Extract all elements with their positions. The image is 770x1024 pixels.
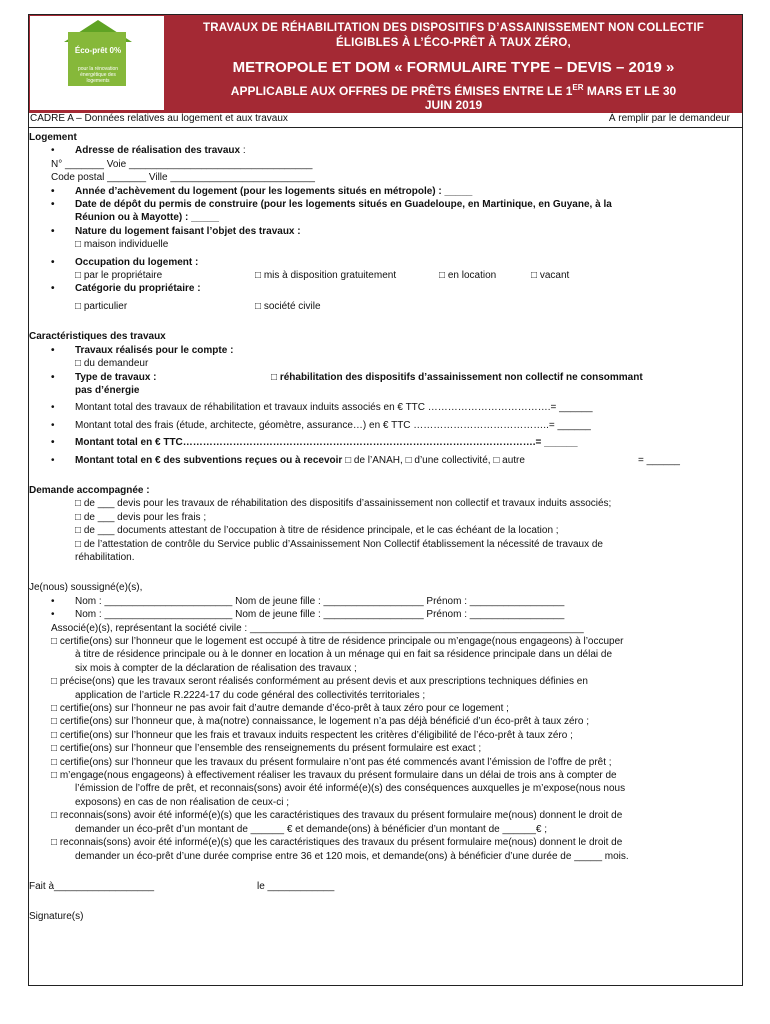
header-title-main: METROPOLE ET DOM « FORMULAIRE TYPE – DEVIS – 2019 » (232, 59, 675, 76)
reconnais-duree-checkbox[interactable]: □ reconnais(sons) avoir été informé(e)(s) que les caractéristiques des travaux du présent formulaire me(nous) donnent le droit de (51, 837, 623, 849)
eco-pret-logo (29, 15, 165, 111)
montant-ttc-label: Montant total en € TTC…………………………………………………………………………………………….= ______ (75, 437, 578, 449)
certif-autre-demande-checkbox[interactable]: □ certifie(ons) sur l’honneur ne pas avoir fait d’autre demande d’éco-prêt à taux zéro pour ce logement ; (51, 703, 509, 715)
demande-attestation-checkbox[interactable]: □ de l’attestation de contrôle du Service public d’Assainissement Non Collectif établissement la nécessité de travaux de (75, 538, 603, 550)
form-content (29, 131, 742, 924)
bullet-icon: • (51, 145, 55, 157)
travaux-title: Caractéristiques des travaux (29, 331, 166, 343)
occ-vacant-checkbox[interactable]: □ vacant (531, 270, 570, 282)
certif-residence-checkbox[interactable]: □ certifie(ons) sur l’honneur que le logement est occupé à titre de résidence principale ou m’engage(nous engageons) à l’occuper (51, 636, 624, 647)
pour-compte-checkbox[interactable]: □ du demandeur (75, 358, 149, 370)
annee-field[interactable] (29, 185, 742, 198)
nature-maison-checkbox[interactable]: □ maison individuelle (75, 239, 169, 251)
bullet-icon: • (51, 419, 55, 431)
cp-ville-field[interactable]: Code postal _______ Ville __________________________ (51, 172, 315, 184)
occ-gratuit-checkbox[interactable]: □ mis à disposition gratuitement (255, 270, 397, 282)
reconnais-montant-cont[interactable]: demander un éco-prêt d’un montant de ______ € et demande(ons) à bénéficier d’un montant de ______€ ; (75, 823, 547, 835)
nom-label-2: Nom : _______________________ Nom de jeune fille : __________________ Prénom : _________________ (75, 609, 565, 621)
num-voie-field[interactable]: N° _______ Voie _________________________________ (51, 158, 313, 170)
header-line3a: APPLICABLE AUX OFFRES DE PRÊTS ÉMISES ENTRE LE 1 (230, 84, 573, 98)
signature-label: Signature(s) (29, 911, 84, 923)
certif-residence-cont1: à titre de résidence principale ou à le donner en location à un ménage qui en fait sa résidence principale dans un délai de (75, 649, 613, 661)
bullet-icon: • (51, 595, 55, 607)
reconnais-montant-checkbox[interactable]: □ reconnais(sons) avoir été informé(e)(s) que les caractéristiques des travaux du présent formulaire me(nous) donnent le droit de (51, 810, 623, 822)
date-field[interactable]: le ____________ (257, 880, 335, 892)
occ-proprietaire-checkbox[interactable]: □ par le propriétaire (75, 270, 163, 282)
cadre-a-bar (29, 113, 742, 128)
header-title-line1 (165, 21, 742, 51)
bullet-icon: • (51, 344, 55, 356)
bullet-icon: • (51, 185, 55, 197)
bullet-icon: • (51, 283, 55, 295)
header-line3c: JUIN 2019 (424, 98, 483, 112)
permis-field-cont[interactable]: Réunion ou à Mayotte) : _____ (75, 212, 219, 224)
occupation-row (29, 256, 742, 269)
bullet-icon: • (51, 199, 55, 211)
nature-row (29, 225, 742, 238)
soussigne-intro: Je(nous) soussigné(e)(s), (29, 582, 143, 594)
categorie-options (29, 300, 742, 313)
header-line1b: ÉLIGIBLES À L’ÉCO-PRÊT À TAUX ZÉRO, (336, 37, 571, 49)
certif-deja-beneficie-checkbox[interactable]: □ certifie(ons) sur l’honneur que, à ma(notre) connaissance, le logement n’a pas déjà bénéficié d’un éco-prêt à taux zéro ; (51, 716, 590, 728)
header-line3b: MARS ET LE 30 (583, 84, 677, 98)
categorie-row (29, 282, 742, 295)
header-line3sup: ER (572, 83, 584, 92)
occupation-label: Occupation du logement : (75, 256, 199, 268)
signature-place-date (29, 880, 742, 893)
certif-non-commences-checkbox[interactable]: □ certifie(ons) sur l’honneur que les travaux du présent formulaire n’ont pas été commencés avant l’émission de l’offre de prêt ; (51, 756, 612, 768)
type-travaux-cont: pas d’énergie (75, 384, 140, 396)
logement-title: Logement (29, 132, 77, 143)
cat-particulier-checkbox[interactable]: □ particulier (75, 300, 128, 312)
engage-realiser-cont2: exposons) en cas de non réalisation de ceux-ci ; (75, 796, 290, 808)
bullet-icon: • (51, 402, 55, 414)
permis-label-1: Date de dépôt du permis de construire (pour les logements situés en Guadeloupe, en Martinique, en Guyane, à la (75, 199, 612, 211)
form-header (29, 15, 742, 113)
adresse-colon: : (240, 145, 246, 157)
occ-location-checkbox[interactable]: □ en location (439, 270, 497, 282)
certif-exact-checkbox[interactable]: □ certifie(ons) sur l’honneur que l’ensemble des renseignements du présent formulaire est exact ; (51, 743, 482, 755)
demande-documents-checkbox[interactable]: □ de ___ documents attestant de l’occupation à titre de résidence principale, et le cas échéant de la location ; (75, 525, 559, 537)
form-sheet (28, 14, 743, 986)
bullet-icon: • (51, 454, 55, 466)
engage-realiser-checkbox[interactable]: □ m’engage(nous engageons) à effectivement réaliser les travaux du présent formulaire dans un délai de trois ans à compter de (51, 770, 617, 782)
certif-residence-cont2: six mois à compter de la déclaration de réalisation des travaux ; (75, 662, 357, 674)
adresse-label: Adresse de réalisation des travaux (75, 145, 241, 157)
certif-criteres-checkbox[interactable]: □ certifie(ons) sur l’honneur que les frais et travaux induits respectent les critères d’éligibilité de l’éco-prêt à taux zéro ; (51, 729, 573, 741)
montant-travaux-label: Montant total des travaux de réhabilitation et travaux induits associés en € TTC ……………………………….= ______ (75, 402, 593, 414)
bullet-icon: • (51, 437, 55, 449)
subventions-label: Montant total en € des subventions reçues ou à recevoir (75, 454, 343, 466)
type-travaux-checkbox[interactable]: □ réhabilitation des dispositifs d’assainissement non collectif ne consommant (271, 371, 643, 383)
montant-frais-field[interactable] (29, 419, 742, 432)
nature-label: Nature du logement faisant l’objet des travaux : (75, 225, 301, 237)
pour-compte-label: Travaux réalisés pour le compte : (75, 344, 234, 356)
montant-ttc-field[interactable] (29, 436, 742, 449)
type-travaux-row (29, 371, 742, 384)
cat-societe-checkbox[interactable]: □ société civile (255, 300, 321, 312)
reconnais-duree-cont[interactable]: demander un éco-prêt d’une durée comprise entre 36 et 120 mois, et demande(ons) à bénéficier d’une durée de _____ mois. (75, 850, 629, 862)
fait-a-field[interactable]: Fait à__________________ (29, 880, 155, 892)
montant-subventions-field[interactable] (29, 454, 742, 467)
nom-row-2[interactable] (29, 608, 742, 621)
montant-frais-label: Montant total des frais (étude, architecte, géomètre, assurance…) en € TTC …………………………………..= ______ (75, 419, 591, 431)
adresse-row (29, 144, 742, 157)
demande-attestation-cont: réhabilitation. (75, 551, 135, 563)
permis-field[interactable] (29, 198, 742, 211)
cadre-a-title: CADRE A – Données relatives au logement et aux travaux (30, 113, 288, 124)
demande-devis-travaux-checkbox[interactable]: □ de ___ devis pour les travaux de réhabilitation des dispositifs d’assainissement non collectif et travaux induits associés; (75, 498, 612, 510)
type-travaux-label: Type de travaux : (75, 371, 157, 383)
subventions-options[interactable]: □ de l’ANAH, □ d’une collectivité, □ autre (342, 454, 525, 466)
bullet-icon: • (51, 609, 55, 621)
header-line1a: TRAVAUX DE RÉHABILITATION DES DISPOSITIFS D’ASSAINISSEMENT NON COLLECTIF (202, 22, 705, 34)
demande-devis-frais-checkbox[interactable]: □ de ___ devis pour les frais ; (75, 511, 207, 523)
pour-compte-row (29, 344, 742, 357)
engage-realiser-cont1: l’émission de l’offre de prêt, et reconnais(sons) avoir été informé(e)(s) des conséquences auxquelles je m’expose(nous nous (75, 783, 626, 795)
logo-text: Éco-prêt 0% (74, 46, 122, 55)
subventions-amount[interactable]: = ______ (638, 454, 680, 466)
categorie-label: Catégorie du propriétaire : (75, 283, 201, 295)
nom-row-1[interactable] (29, 595, 742, 608)
bullet-icon: • (51, 256, 55, 268)
cadre-a-instruction: À remplir par le demandeur (608, 113, 730, 124)
precise-travaux-cont: application de l’article R.2224-17 du code général des collectivités territoriales ; (75, 689, 426, 701)
annee-label: Année d’achèvement du logement (pour les logements situés en métropole) : _____ (75, 185, 473, 197)
logo-subtext: pour la rénovation énergétique des logements (77, 66, 119, 84)
demande-title: Demande accompagnée : (29, 484, 150, 496)
bullet-icon: • (51, 225, 55, 237)
nom-label-1: Nom : _______________________ Nom de jeune fille : __________________ Prénom : _________________ (75, 595, 565, 607)
associe-field[interactable]: Associé(e)(s), représentant la société civile : ____________________________________________________________ (51, 622, 584, 634)
precise-travaux-checkbox[interactable]: □ précise(ons) que les travaux seront réalisés conformément au présent devis et aux prescriptions techniques définies en (51, 676, 588, 688)
occupation-options (29, 269, 742, 282)
header-title-dates (165, 81, 742, 112)
bullet-icon: • (51, 371, 55, 383)
montant-travaux-field[interactable] (29, 401, 742, 414)
